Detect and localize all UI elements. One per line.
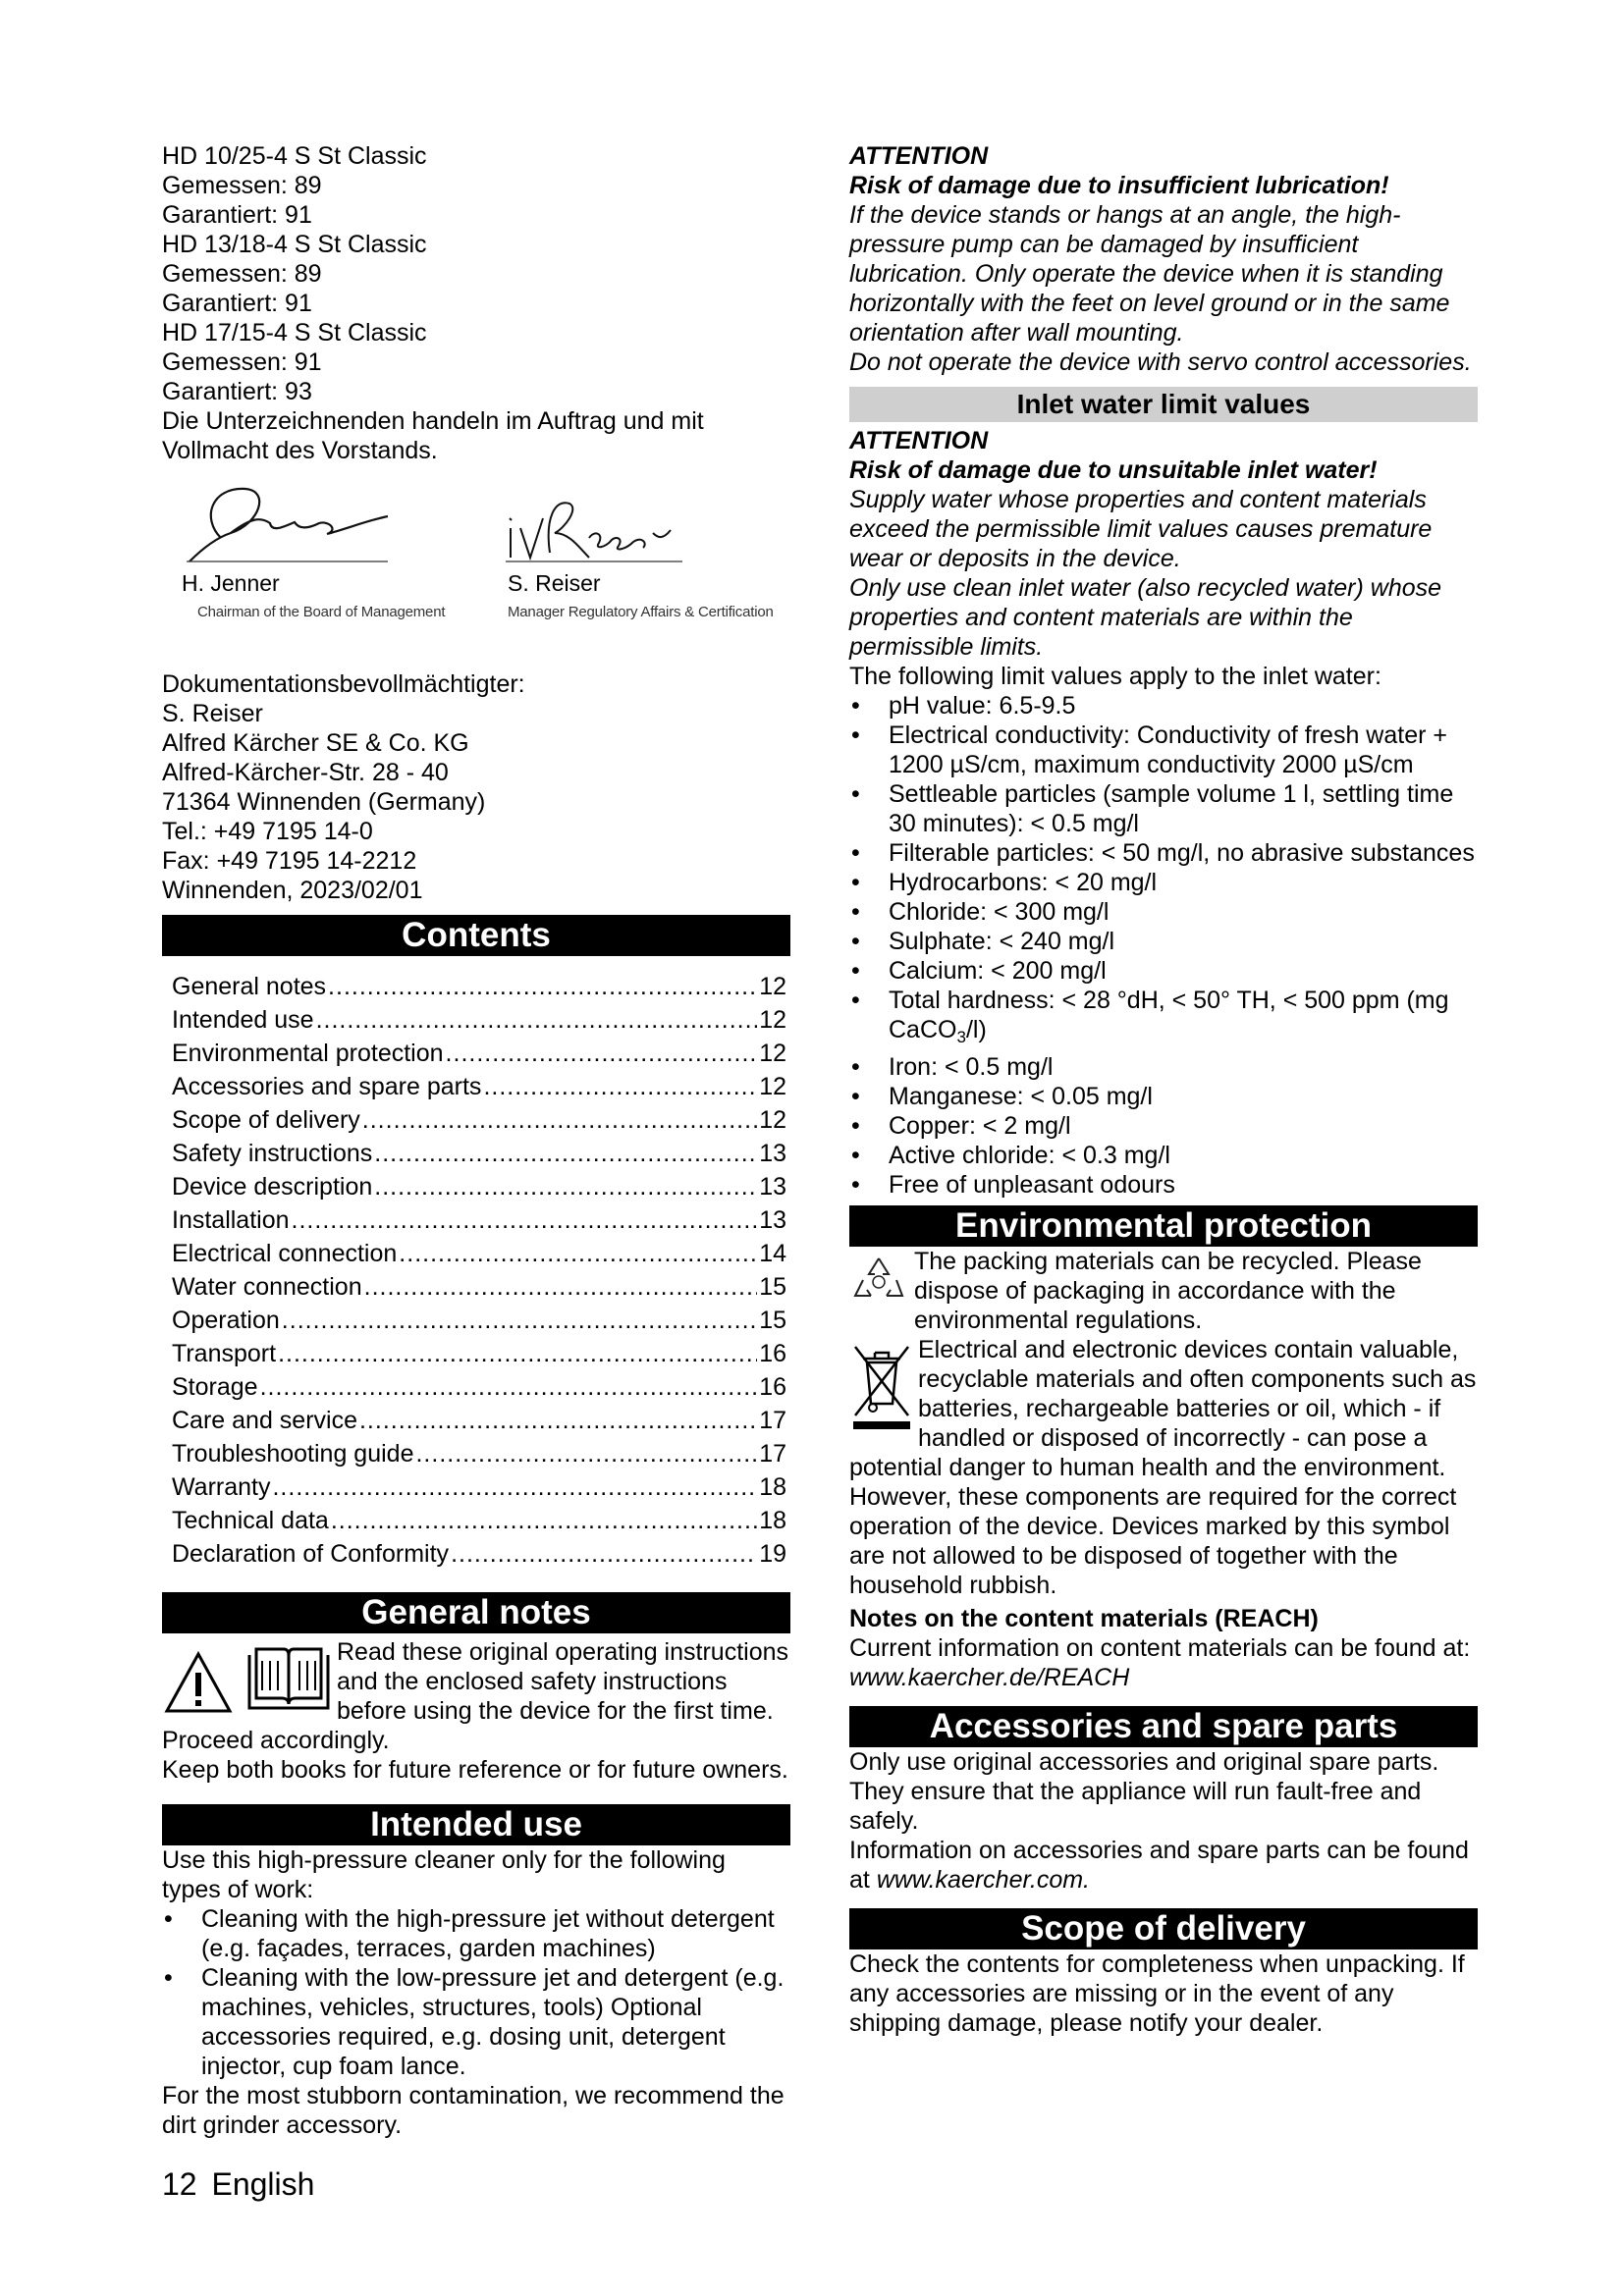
list-item: • Sulphate: < 240 mg/l bbox=[849, 927, 1478, 956]
toc-leader-dots bbox=[328, 970, 757, 1003]
toc-leader-dots bbox=[292, 1203, 758, 1237]
crossed-out-bin-icon bbox=[849, 1339, 914, 1433]
signature-reiser-image bbox=[496, 479, 692, 567]
toc-leader-dots bbox=[359, 1404, 757, 1437]
recycle-icon bbox=[849, 1253, 908, 1308]
toc-entry-title: Technical data bbox=[172, 1507, 329, 1534]
list-item bbox=[849, 986, 1478, 1052]
page-number: 12 bbox=[162, 2166, 197, 2202]
attention-text: If the device stands or hangs at an angle, the high-pressure pump can be damaged by insufficient lubrication. Only operate the device when it is standing horizontally with the feet on level ground or in the same orientation after wall mounting. bbox=[849, 201, 1450, 347]
table-of-contents bbox=[162, 970, 790, 1571]
documentation-line: Alfred-Kärcher-Str. 28 - 40 bbox=[162, 759, 449, 786]
toc-entry-page: 13 bbox=[759, 1173, 786, 1201]
toc-entry-title: Scope of delivery bbox=[172, 1106, 360, 1134]
reach-link[interactable]: www.kaercher.de/REACH bbox=[849, 1664, 1130, 1691]
toc-entry[interactable] bbox=[162, 970, 790, 1003]
toc-entry-title: Operation bbox=[172, 1307, 280, 1334]
documentation-line: Alfred Kärcher SE & Co. KG bbox=[162, 729, 469, 757]
accessories-paragraph-2 bbox=[849, 1836, 1478, 1895]
accessories-link[interactable]: www.kaercher.com. bbox=[876, 1866, 1090, 1894]
general-notes-icons bbox=[162, 1637, 337, 1722]
toc-entry-page: 18 bbox=[759, 1473, 786, 1501]
toc-entry-title: Care and service bbox=[172, 1407, 357, 1434]
list-item: • Settleable particles (sample volume 1 l, settling time 30 minutes): < 0.5 mg/l bbox=[849, 779, 1478, 838]
toc-entry[interactable] bbox=[162, 1137, 790, 1170]
conformity-line: Gemessen: 89 bbox=[162, 260, 322, 288]
toc-entry[interactable] bbox=[162, 1070, 790, 1103]
toc-entry-page: 14 bbox=[759, 1240, 786, 1267]
scope-of-delivery-heading: Scope of delivery bbox=[849, 1908, 1478, 1949]
conformity-line: Garantiert: 91 bbox=[162, 290, 312, 317]
read-manual-book-icon bbox=[244, 1643, 333, 1712]
warning-triangle-icon bbox=[164, 1651, 233, 1714]
footer-language: English bbox=[211, 2166, 315, 2202]
environmental-protection-heading: Environmental protection bbox=[849, 1205, 1478, 1247]
toc-entry-page: 15 bbox=[759, 1273, 786, 1301]
scope-of-delivery-text: Check the contents for completeness when unpacking. If any accessories are missing or in the event of any shipping damage, please notify your dealer. bbox=[849, 1950, 1465, 2037]
toc-entry-page: 19 bbox=[759, 1540, 786, 1568]
toc-entry-page: 12 bbox=[759, 973, 786, 1000]
list-item: • Cleaning with the low-pressure jet and detergent (e.g. machines, vehicles, structures, tools) Optional accessories required, e.g. dosing unit, detergent injector, cup foam lance. bbox=[162, 1963, 790, 2081]
conformity-line: HD 13/18-4 S St Classic bbox=[162, 231, 427, 258]
toc-entry[interactable] bbox=[162, 1170, 790, 1203]
toc-leader-dots bbox=[282, 1304, 757, 1337]
toc-leader-dots bbox=[415, 1437, 757, 1470]
attention-text: Supply water whose properties and content materials exceed the permissible limit values causes premature wear or deposits in the device. bbox=[849, 486, 1433, 572]
inlet-intro: The following limit values apply to the inlet water: bbox=[849, 663, 1381, 690]
toc-entry[interactable] bbox=[162, 1103, 790, 1137]
documentation-line: S. Reiser bbox=[162, 700, 263, 727]
right-column bbox=[849, 141, 1478, 2038]
toc-entry-page: 16 bbox=[759, 1340, 786, 1367]
signature-title: Chairman of the Board of Management bbox=[197, 604, 446, 620]
list-item: • Calcium: < 200 mg/l bbox=[849, 956, 1478, 986]
accessories-text-2: Information on accessories and spare parts can be found at bbox=[849, 1837, 1469, 1894]
recycle-text: The packing materials can be recycled. Please dispose of packaging in accordance with the environmental regulations. bbox=[914, 1248, 1422, 1334]
toc-entry[interactable] bbox=[162, 1437, 790, 1470]
toc-entry[interactable] bbox=[162, 1237, 790, 1270]
conformity-line: Garantiert: 91 bbox=[162, 201, 312, 229]
reach-text: Current information on content materials can be found at: bbox=[849, 1634, 1471, 1662]
toc-entry-page: 13 bbox=[759, 1140, 786, 1167]
conformity-line: HD 10/25-4 S St Classic bbox=[162, 142, 427, 170]
toc-entry-page: 16 bbox=[759, 1373, 786, 1401]
documentation-line: Tel.: +49 7195 14-0 bbox=[162, 818, 373, 845]
list-item: • Chloride: < 300 mg/l bbox=[849, 897, 1478, 927]
inlet-water-heading: Inlet water limit values bbox=[849, 387, 1478, 422]
list-item: • pH value: 6.5-9.5 bbox=[849, 691, 1478, 721]
left-column bbox=[162, 141, 790, 2140]
toc-entry[interactable] bbox=[162, 1037, 790, 1070]
documentation-line: Winnenden, 2023/02/01 bbox=[162, 877, 423, 904]
toc-entry-page: 12 bbox=[759, 1040, 786, 1067]
accessories-text: Only use original accessories and original spare parts. They ensure that the appliance will run fault-free and safely. bbox=[849, 1748, 1439, 1835]
signature-name: S. Reiser bbox=[508, 570, 601, 596]
list-item: • Electrical conductivity: Conductivity of fresh water + 1200 µS/cm, maximum conductivity 2000 µS/cm bbox=[849, 721, 1478, 779]
signature-reiser bbox=[496, 479, 790, 627]
general-notes-text: Read these original operating instructions and the enclosed safety instructions before using the device for the first time. Proceed accordingly. bbox=[162, 1638, 788, 1754]
toc-entry[interactable] bbox=[162, 1370, 790, 1404]
signature-jenner bbox=[162, 479, 476, 627]
toc-entry-page: 17 bbox=[759, 1440, 786, 1468]
attention-text-2: Only use clean inlet water (also recycled water) whose properties and content materials are within the permissible limits. bbox=[849, 574, 1442, 661]
intended-use-intro: Use this high-pressure cleaner only for the following types of work: bbox=[162, 1846, 726, 1903]
toc-entry[interactable] bbox=[162, 1537, 790, 1571]
hardness-subscript: 3 bbox=[956, 1028, 966, 1046]
toc-leader-dots bbox=[272, 1470, 757, 1504]
accessories-heading: Accessories and spare parts bbox=[849, 1706, 1478, 1747]
general-notes-section bbox=[162, 1637, 790, 1785]
toc-entry[interactable] bbox=[162, 1337, 790, 1370]
conformity-line: Garantiert: 93 bbox=[162, 378, 312, 405]
toc-entry[interactable] bbox=[162, 1203, 790, 1237]
reach-title: Notes on the content materials (REACH) bbox=[849, 1605, 1319, 1632]
weee-text: Electrical and electronic devices contain valuable, recyclable materials and often components such as batteries, rechargeable batteries or oil, which - if handled or disposed of incorrectly - can pose a potential danger to human health and the environment. However, these components are required for the correct operation of the device. Devices marked by this symbol are not allowed to be disposed of together with the household rubbish. bbox=[849, 1336, 1477, 1599]
toc-entry-title: Water connection bbox=[172, 1273, 362, 1301]
list-item: • Copper: < 2 mg/l bbox=[849, 1111, 1478, 1141]
attention-label: ATTENTION bbox=[849, 427, 989, 454]
list-item: • Filterable particles: < 50 mg/l, no abrasive substances bbox=[849, 838, 1478, 868]
toc-entry[interactable] bbox=[162, 1470, 790, 1504]
intended-use-list bbox=[162, 1904, 790, 2081]
attention-text-2: Do not operate the device with servo control accessories. bbox=[849, 348, 1472, 376]
list-item: • Cleaning with the high-pressure jet without detergent (e.g. façades, terraces, garden machines) bbox=[162, 1904, 790, 1963]
conformity-line: HD 17/15-4 S St Classic bbox=[162, 319, 427, 347]
toc-leader-dots bbox=[374, 1137, 757, 1170]
attention-title: Risk of damage due to insufficient lubrication! bbox=[849, 172, 1389, 199]
list-item: • Free of unpleasant odours bbox=[849, 1170, 1478, 1200]
documentation-block bbox=[162, 669, 790, 905]
toc-entry[interactable] bbox=[162, 1270, 790, 1304]
toc-entry-page: 18 bbox=[759, 1507, 786, 1534]
list-item: • Iron: < 0.5 mg/l bbox=[849, 1052, 1478, 1082]
attention-label: ATTENTION bbox=[849, 142, 989, 170]
toc-entry[interactable] bbox=[162, 1003, 790, 1037]
toc-leader-dots bbox=[374, 1170, 757, 1203]
toc-leader-dots bbox=[362, 1103, 757, 1137]
toc-leader-dots bbox=[451, 1537, 757, 1571]
toc-leader-dots bbox=[483, 1070, 757, 1103]
attention-title: Risk of damage due to unsuitable inlet water! bbox=[849, 456, 1378, 484]
toc-entry-title: Warranty bbox=[172, 1473, 271, 1501]
list-item: • Hydrocarbons: < 20 mg/l bbox=[849, 868, 1478, 897]
general-notes-heading: General notes bbox=[162, 1592, 790, 1633]
hardness-tail: /l) bbox=[965, 1016, 987, 1043]
inlet-limits-list bbox=[849, 691, 1478, 1200]
toc-entry-title: Declaration of Conformity bbox=[172, 1540, 450, 1568]
toc-entry-page: 13 bbox=[759, 1206, 786, 1234]
contents-heading: Contents bbox=[162, 915, 790, 956]
toc-entry[interactable] bbox=[162, 1304, 790, 1337]
general-notes-text-2: Keep both books for future reference or for future owners. bbox=[162, 1756, 788, 1784]
conformity-line: Gemessen: 89 bbox=[162, 172, 322, 199]
toc-entry[interactable] bbox=[162, 1504, 790, 1537]
intended-use-heading: Intended use bbox=[162, 1804, 790, 1845]
documentation-line: Dokumentationsbevollmächtigter: bbox=[162, 670, 525, 698]
page-footer bbox=[162, 2164, 314, 2204]
toc-entry-title: Troubleshooting guide bbox=[172, 1440, 414, 1468]
list-item: • Manganese: < 0.05 mg/l bbox=[849, 1082, 1478, 1111]
toc-entry-page: 12 bbox=[759, 1006, 786, 1034]
toc-leader-dots bbox=[278, 1337, 757, 1370]
recycle-section bbox=[849, 1247, 1478, 1335]
toc-entry-title: Device description bbox=[172, 1173, 373, 1201]
reach-paragraph bbox=[849, 1633, 1478, 1692]
toc-leader-dots bbox=[446, 1037, 758, 1070]
toc-leader-dots bbox=[399, 1237, 757, 1270]
list-item: • Active chloride: < 0.3 mg/l bbox=[849, 1141, 1478, 1170]
toc-entry-title: Environmental protection bbox=[172, 1040, 444, 1067]
toc-entry[interactable] bbox=[162, 1404, 790, 1437]
toc-leader-dots bbox=[364, 1270, 758, 1304]
toc-entry-title: General notes bbox=[172, 973, 327, 1000]
signature-title: Manager Regulatory Affairs & Certification bbox=[508, 604, 774, 620]
hardness-text: Total hardness: < 28 °dH, < 50° TH, < 500 ppm (mg CaCO bbox=[889, 987, 1449, 1043]
toc-entry-title: Installation bbox=[172, 1206, 290, 1234]
signature-jenner-image bbox=[162, 479, 398, 567]
signature-name: H. Jenner bbox=[182, 570, 280, 596]
toc-entry-page: 17 bbox=[759, 1407, 786, 1434]
toc-leader-dots bbox=[260, 1370, 758, 1404]
toc-entry-title: Accessories and spare parts bbox=[172, 1073, 482, 1100]
toc-entry-page: 15 bbox=[759, 1307, 786, 1334]
intended-use-outro: For the most stubborn contamination, we recommend the dirt grinder accessory. bbox=[162, 2082, 785, 2139]
signatures bbox=[162, 479, 790, 656]
weee-section bbox=[849, 1335, 1478, 1600]
toc-entry-page: 12 bbox=[759, 1073, 786, 1100]
toc-entry-title: Intended use bbox=[172, 1006, 314, 1034]
signatories-note: Die Unterzeichnenden handeln im Auftrag und mit Vollmacht des Vorstands. bbox=[162, 407, 704, 464]
toc-entry-title: Safety instructions bbox=[172, 1140, 373, 1167]
conformity-block bbox=[162, 141, 790, 465]
documentation-line: Fax: +49 7195 14-2212 bbox=[162, 847, 417, 875]
toc-entry-page: 12 bbox=[759, 1106, 786, 1134]
toc-entry-title: Electrical connection bbox=[172, 1240, 398, 1267]
toc-leader-dots bbox=[316, 1003, 758, 1037]
toc-entry-title: Storage bbox=[172, 1373, 258, 1401]
conformity-line: Gemessen: 91 bbox=[162, 348, 322, 376]
toc-leader-dots bbox=[331, 1504, 757, 1537]
toc-entry-title: Transport bbox=[172, 1340, 277, 1367]
documentation-line: 71364 Winnenden (Germany) bbox=[162, 788, 486, 816]
